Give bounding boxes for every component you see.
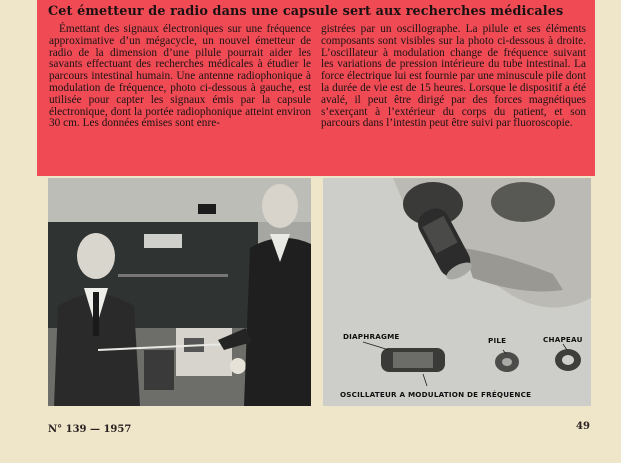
label-oscillateur: OSCILLATEUR A MODULATION DE FRÉQUENCE <box>340 390 532 399</box>
page-number: 49 <box>576 421 590 432</box>
label-chapeau: CHAPEAU <box>543 335 583 344</box>
article-paragraph-left: Émettant des signaux électroniques sur une fréquence approximative d’un mégacycle, un nouvel émetteur de radio de la dimension d’une pilule pourrait aider les savants effectuant des recherches médicales à étudier le parcours intestinal humain. Une antenne radiophonique à modulation de fréquence, photo ci-dessous à gauche, est utilisée pour capter les signaux émis par la capsule électronique, dont la portée radiophonique atteint environ 30 cm. Les données émises sont enre- <box>49 23 311 130</box>
article-column-right <box>321 24 586 130</box>
article-title: Cet émetteur de radio dans une capsule sert aux recherches médicales <box>48 4 564 19</box>
article-column-left <box>49 24 311 130</box>
photo-capsule-components <box>323 178 591 406</box>
issue-number: N° 139 — 1957 <box>48 424 132 435</box>
photo-antenna-demonstration <box>48 178 311 406</box>
label-pile: PILE <box>488 336 507 345</box>
label-diaphragme: DIAPHRAGME <box>343 332 400 341</box>
article-paragraph-right: gistrées par un oscillographe. La pilule et ses éléments composants sont visibles sur la photo ci-dessous à droite. L’oscillateur à modulation change de fréquence suivant les variations de pression intérieure du tube intestinal. La force électrique lui est fournie par une minuscule pile dont la durée de vie est de 15 heures. Lorsque le dispositif a été avalé, il peut être dirigé par des forces magnétiques s’exerçant à l’extérieur du corps du patient, et son parcours dans l’intestin peut être suivi par fluoroscopie. <box>321 23 586 130</box>
